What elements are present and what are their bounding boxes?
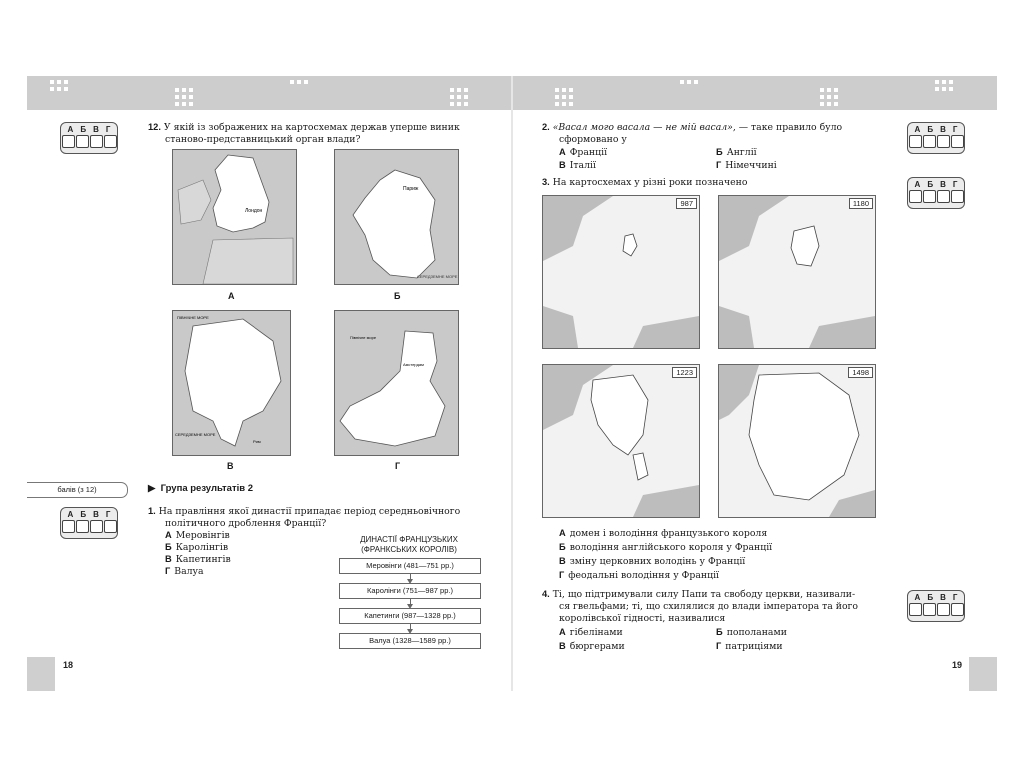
dynasty-merovingians: Меровінги (481—751 рр.) [339, 558, 481, 574]
map-label: Лондон [245, 208, 263, 214]
dynasty-capetians: Капетинги (987—1328 рр.) [339, 608, 481, 624]
map-france-987 [542, 195, 700, 349]
year-badge: 1498 [848, 367, 873, 378]
question-1: 1. На правління якої династії припадає період середньовічного політичного дроблення Франції? [148, 506, 461, 529]
page-number-tab [969, 657, 997, 691]
q2-option-v: В Італії [559, 160, 596, 171]
svg-text:ПІВНІЧНЕ МОРЕ: ПІВНІЧНЕ МОРЕ [177, 315, 209, 320]
q2-option-g: Г Німеччині [716, 160, 777, 171]
score-box: балів (з 12) [27, 482, 128, 498]
q4-option-b: Б пополанами [716, 627, 787, 638]
question-2: 2. «Васал мого васала — не мій васал», — таке правило було сформовано у [542, 122, 843, 145]
map-france-1180 [718, 195, 876, 349]
q3-option-v: В зміну церковних володінь у Франції [559, 556, 746, 567]
map-france-1498 [718, 364, 876, 518]
page-number-right: 19 [952, 660, 963, 670]
question-12: 12. У якій із зображених на картосхемах держав уперше виник станово-представницький орган влади? [148, 122, 460, 145]
q2-option-b: Б Англії [716, 147, 757, 158]
q3-option-b: Б володіння англійського короля у Франції [559, 542, 773, 553]
map-label-a: А [228, 291, 235, 301]
page-number-left: 18 [63, 660, 74, 670]
map-label-v: В [227, 461, 234, 471]
answer-grid-q3[interactable]: А Б В Г [907, 177, 965, 209]
map-france [334, 149, 459, 285]
decor-dots [820, 88, 838, 106]
decor-dots [680, 80, 698, 84]
decor-dots [290, 80, 308, 84]
svg-text:СЕРЕДЗЕМНЕ МОРЕ: СЕРЕДЗЕМНЕ МОРЕ [417, 274, 458, 279]
decor-dots [555, 88, 573, 106]
dynasty-carolingians: Каролінги (751—987 рр.) [339, 583, 481, 599]
svg-text:Рим: Рим [253, 439, 261, 444]
answer-grid-q2[interactable]: А Б В Г [907, 122, 965, 154]
q4-option-v: В бюргерами [559, 641, 625, 652]
q3-option-g: Г феодальні володіння у Франції [559, 570, 720, 581]
answer-grid-q1[interactable]: А Б В Г [60, 507, 118, 539]
map-england [172, 149, 297, 285]
svg-text:СЕРЕДЗЕМНЕ МОРЕ: СЕРЕДЗЕМНЕ МОРЕ [175, 432, 216, 437]
answer-grid-q4[interactable]: А Б В Г [907, 590, 965, 622]
q2-option-a: А Франції [559, 147, 608, 158]
decor-dots [175, 88, 193, 106]
svg-text:Амстердам: Амстердам [403, 362, 424, 367]
decor-dots [935, 80, 953, 91]
year-badge: 987 [676, 198, 697, 209]
book-gutter [511, 76, 513, 691]
map-netherlands [334, 310, 459, 456]
decor-dots [50, 80, 68, 91]
page-number-tab [27, 657, 55, 691]
q1-option-a: А Меровінгів [165, 530, 230, 541]
dynasty-valois: Валуа (1328—1589 рр.) [339, 633, 481, 649]
svg-text:Париж: Париж [403, 186, 419, 192]
q1-option-g: Г Валуа [165, 566, 204, 577]
svg-text:Північне море: Північне море [350, 335, 377, 340]
answer-grid-q12[interactable]: А Б В Г [60, 122, 118, 154]
map-france-1223 [542, 364, 700, 518]
play-icon: ▶ [148, 483, 156, 494]
arrow-down-icon [410, 624, 411, 630]
q4-option-g: Г патриціями [716, 641, 783, 652]
q1-option-v: В Капетингів [165, 554, 231, 565]
map-holy-roman-empire [172, 310, 291, 456]
question-3: 3. На картосхемах у різні роки позначено [542, 177, 748, 188]
year-badge: 1180 [849, 198, 873, 209]
arrow-down-icon [410, 574, 411, 580]
q4-option-a: А гібелінами [559, 627, 623, 638]
question-4: 4. Ті, що підтримували силу Папи та свободу церкви, називали- ся гвельфами; ті, що схилялися до влади імператора та його королівської гідності, називалися [542, 589, 859, 624]
dynasties-title: ДИНАСТІЇ ФРАНЦУЗЬКИХ (ФРАНКСЬКИХ КОРОЛІВ) [360, 535, 458, 554]
year-badge: 1223 [672, 367, 697, 378]
arrow-down-icon [410, 599, 411, 605]
decor-dots [450, 88, 468, 106]
q3-option-a: А домен і володіння французького короля [559, 528, 768, 539]
map-label-g: Г [395, 461, 401, 471]
group-title: ▶ Група результатів 2 [148, 483, 254, 494]
q1-option-b: Б Каролінгів [165, 542, 229, 553]
map-label-b: Б [394, 291, 401, 301]
